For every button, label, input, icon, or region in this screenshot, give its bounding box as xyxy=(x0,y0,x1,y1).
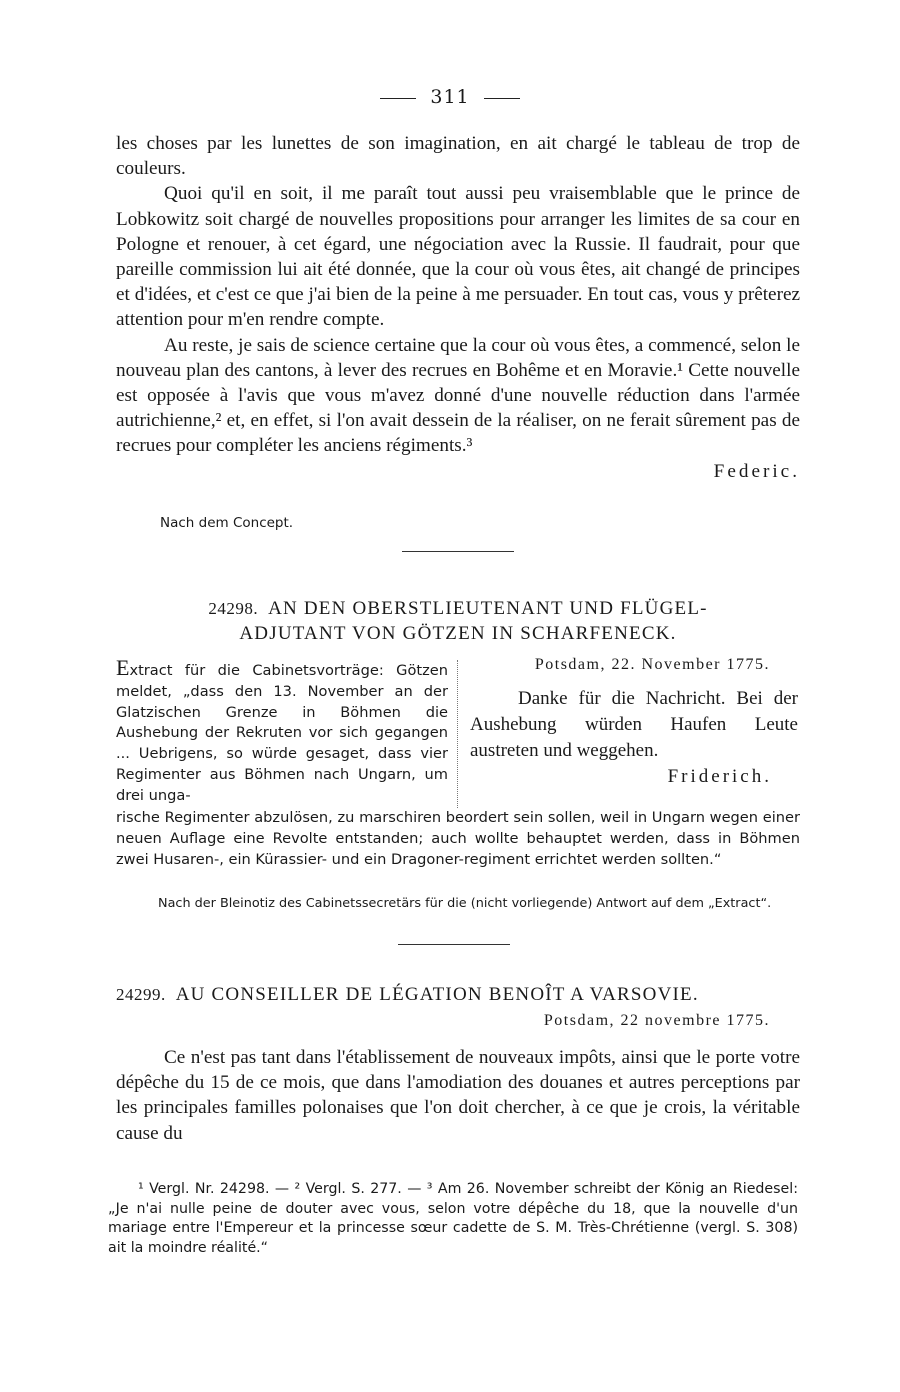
header-dash-left xyxy=(380,98,416,99)
reply: Danke für die Nachricht. Bei der Aushebung würden Haufen Leute austreten und weggehen. xyxy=(470,688,798,761)
source-note: Nach der Bleinotiz des Cabinetssecretärs für die (nicht vorliegende) Antwort auf dem „Extract“. xyxy=(158,896,772,911)
letter-heading xyxy=(116,596,800,646)
page-number: 311 xyxy=(430,86,470,108)
place-date: Potsdam, 22. November 1775. xyxy=(534,656,770,673)
heading-title: AU CONSEILLER DE LÉGATION BENOÎT A VARSOVIE. xyxy=(175,984,699,1005)
signature: Friderich. xyxy=(667,766,772,787)
previous-letter-text xyxy=(116,131,800,484)
signature: Federic. xyxy=(713,460,800,482)
section-divider xyxy=(398,944,510,945)
source-note: Nach dem Concept. xyxy=(160,515,294,531)
column-divider xyxy=(457,660,458,808)
letter-heading xyxy=(116,982,816,1007)
heading-line-1 xyxy=(116,596,800,621)
paragraph: Au reste, je sais de science certaine que la cour où vous êtes, a commencé, selon le nouveau plan des cantons, à lever des recrues en Bohême et en Moravie.¹ Cette nouvelle est opposée à l'avis que vous m'avez donné d'une nouvelle réduction dans l'armée autrichienne,² et, en effet, si l'on avait dessein de la réaliser, on ne ferait sûrement pas de recrues pour compléter les anciens régiments.³ xyxy=(116,334,800,457)
heading-line-2: ADJUTANT VON GÖTZEN IN SCHARFENECK. xyxy=(239,623,677,644)
extract-continuation: rische Regimenter abzulösen, zu marschiren beordert sein sollen, weil in Ungarn wegen einer neuen Auflage eine Revolte entstanden; auch wollte behauptet werden, dass in Böhmen zwei Husaren-, ein Kürassier- und ein Dragoner-regiment errichtet werden sollten.“ xyxy=(116,809,800,868)
extract-text xyxy=(116,655,448,807)
footnotes xyxy=(108,1180,798,1258)
header-dash-right xyxy=(484,98,520,99)
letter-number: 24299. xyxy=(116,985,166,1004)
paragraph: Quoi qu'il en soit, il me paraît tout aussi peu vraisemblable que le prince de Lobkowitz soit chargé de nouvelles propositions pour arranger les limites de sa cour en Pologne et renouer, à cet égard, une négociation avec la Russie. Il faudrait, pour que pareille commission lui ait été donnée, que la cour où vous êtes, ait changé de principes et d'idées, et c'est ce que j'ai bien de la peine à me persuader. En tout cas, vous y prêterez attention pour m'en rendre compte. xyxy=(116,183,800,331)
place-date: Potsdam, 22 novembre 1775. xyxy=(543,1012,770,1029)
letter-body xyxy=(116,1045,800,1146)
extract-initial: E xyxy=(116,655,130,680)
letter-number: 24298. xyxy=(208,599,259,618)
extract-start: xtract für die Cabinetsvorträge: Götzen meldet, „dass den 13. November an der Glatzischen Grenze in Böhmen die Aushebung der Rekruten vor sich gegangen ... Uebrigens, so würde gesaget, dass vier Regimenter aus Böhmen nach Ungarn, um drei unga- xyxy=(116,662,448,804)
section-divider xyxy=(402,551,514,552)
footnote-text: ¹ Vergl. Nr. 24298. — ² Vergl. S. 277. — ³ Am 26. November schreibt der König an Riedesel: „Je n'ai nulle peine de douter avec vous, selon votre dépêche du 18, que la nouvelle d'un mariage entre l'Empereur et la princesse sœur cadette de S. M. Très-Chrétienne (vergl. S. 308) ait la moindre réalité.“ xyxy=(108,1181,798,1256)
paragraph: Ce n'est pas tant dans l'établissement de nouveaux impôts, ainsi que le porte votre dépêche du 15 de ce mois, que dans l'amodiation des douanes et autres perceptions par les principales familles polonaises que l'on doit chercher, à ce que je crois, la véritable cause du xyxy=(116,1047,800,1144)
paragraph: les choses par les lunettes de son imagination, en ait chargé le tableau de trop de couleurs. xyxy=(116,133,800,180)
page-header xyxy=(0,86,900,108)
reply-text xyxy=(470,686,798,790)
heading-title-1: AN DEN OBERSTLIEUTENANT UND FLÜGEL- xyxy=(268,598,708,619)
